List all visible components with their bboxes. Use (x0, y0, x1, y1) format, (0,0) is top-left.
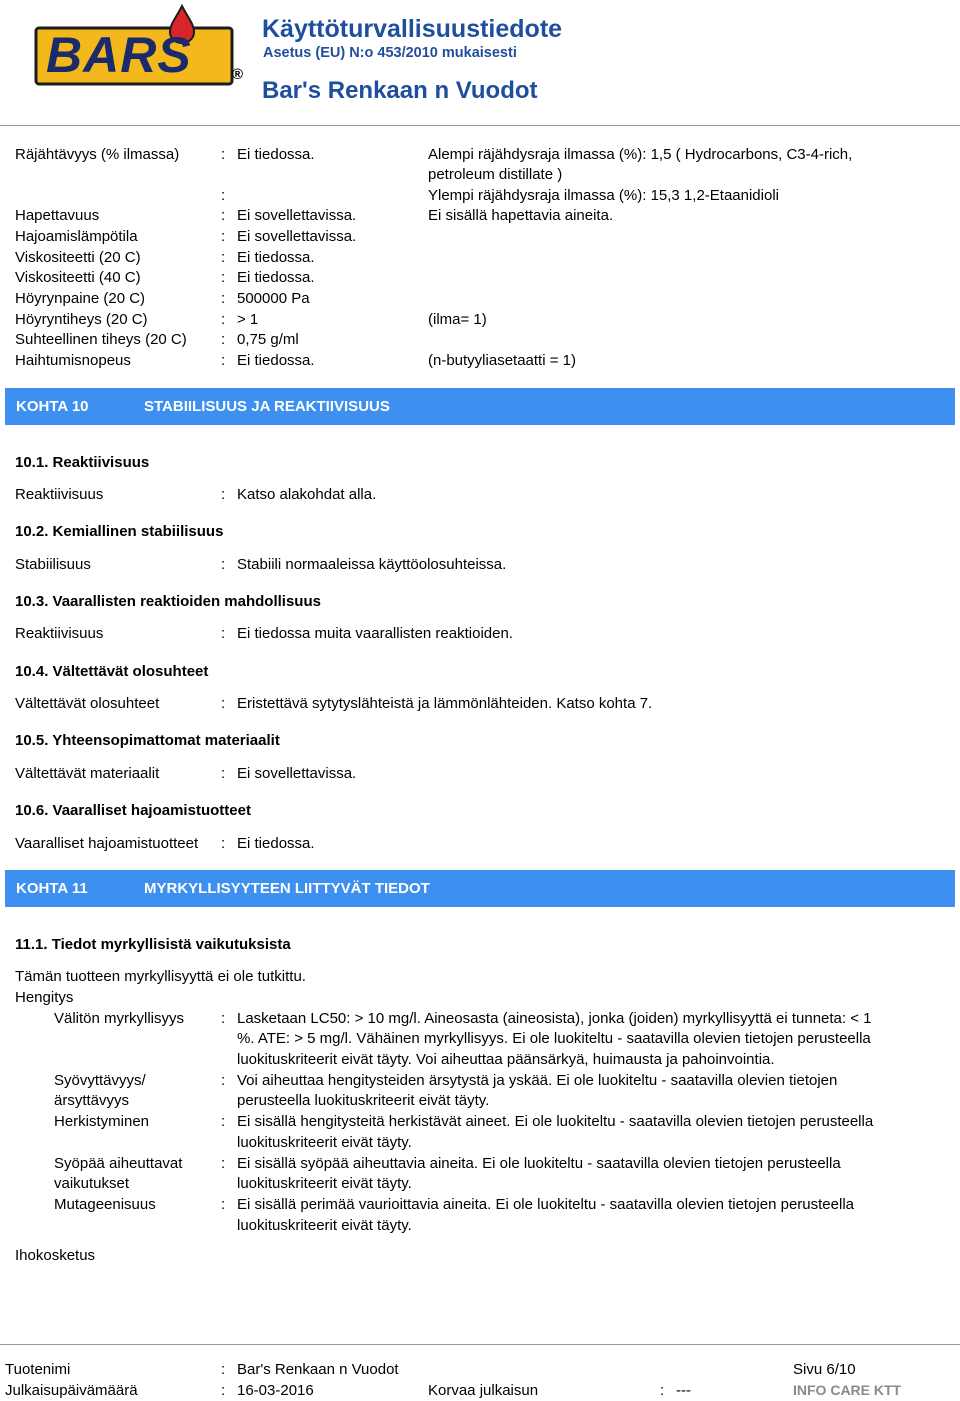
field-colon: : (221, 486, 226, 503)
prop-colon: : (221, 311, 226, 328)
field-label: Stabiilisuus (15, 556, 91, 573)
field-label: Reaktiivisuus (15, 625, 104, 642)
section-11-header (5, 870, 955, 907)
prop-colon: : (221, 187, 226, 204)
section-number: KOHTA 10 (16, 398, 89, 415)
field-colon: : (221, 695, 226, 712)
prop-label: Hajoamislämpötila (15, 228, 138, 245)
group-heading: Ihokosketus (15, 1247, 96, 1264)
prop-label: Haihtumisnopeus (15, 352, 131, 369)
page-number: Sivu 6/10 (793, 1361, 856, 1378)
field-value: Ei sovellettavissa. (237, 765, 357, 782)
field-value: Eristettävä sytytyslähteistä ja lämmönlähteiden. Katso kohta 7. (237, 695, 653, 712)
tox-value: luokituskriteerit eivät täyty. Voi aiheuttaa päänsärkyä, huimausta ja pahoinvointia. (237, 1051, 775, 1068)
prop-colon: : (221, 352, 226, 369)
prop-value: Ei tiedossa. (237, 352, 315, 369)
header-divider (0, 125, 960, 126)
section-title: STABIILISUUS JA REAKTIIVISUUS (144, 398, 390, 415)
prop-value: Ei sovellettavissa. (237, 228, 357, 245)
tox-value: Voi aiheuttaa hengitysteiden ärsytystä ja yskää. Ei ole luokiteltu - saatavilla olevien tietojen (237, 1072, 838, 1089)
tox-colon: : (221, 1072, 226, 1089)
prop-colon: : (221, 228, 226, 245)
prop-note: (ilma= 1) (428, 311, 487, 328)
footer-divider (0, 1344, 960, 1345)
field-value: Ei tiedossa. (237, 835, 315, 852)
field-label: Vaaralliset hajoamistuotteet (15, 835, 199, 852)
prop-colon: : (221, 331, 226, 348)
subsection-heading: 10.3. Vaarallisten reaktioiden mahdollisuus (15, 593, 321, 610)
prop-label: Höyryntiheys (20 C) (15, 311, 148, 328)
section-number: KOHTA 11 (16, 880, 88, 897)
prop-label: Räjähtävyys (% ilmassa) (15, 146, 180, 163)
regulation-subtitle: Asetus (EU) N:o 453/2010 mukaisesti (263, 45, 517, 61)
logo-text: BARS (46, 27, 192, 83)
prop-value: 500000 Pa (237, 290, 310, 307)
subsection-heading: 10.2. Kemiallinen stabiilisuus (15, 523, 224, 540)
prop-colon: : (221, 290, 226, 307)
footer-colon: : (221, 1361, 226, 1378)
field-colon: : (221, 556, 226, 573)
registered-mark: ® (232, 66, 244, 83)
field-value: Katso alakohdat alla. (237, 486, 377, 503)
prop-value: 0,75 g/ml (237, 331, 299, 348)
field-colon: : (221, 625, 226, 642)
tox-value: luokituskriteerit eivät täyty. (237, 1217, 412, 1234)
prop-note: Alempi räjähdysraja ilmassa (%): 1,5 ( Hydrocarbons, C3-4-rich, (428, 146, 853, 163)
footer-replaces-value: --- (676, 1382, 691, 1399)
tox-colon: : (221, 1010, 226, 1027)
prop-colon: : (221, 249, 226, 266)
prop-colon: : (221, 146, 226, 163)
prop-value: Ei sovellettavissa. (237, 207, 357, 224)
footer-product-label: Tuotenimi (5, 1361, 71, 1378)
footer-brand: INFO CARE KTT (793, 1382, 902, 1398)
group-heading: Hengitys (15, 989, 74, 1006)
product-name-header: Bar's Renkaan n Vuodot (262, 77, 538, 104)
subsection-heading: 10.5. Yhteensopimattomat materiaalit (15, 732, 280, 749)
field-label: Reaktiivisuus (15, 486, 104, 503)
subsection-heading: 11.1. Tiedot myrkyllisistä vaikutuksista (15, 936, 291, 953)
prop-note: Ei sisällä hapettavia aineita. (428, 207, 614, 224)
tox-value: Ei sisällä syöpää aiheuttavia aineita. Ei ole luokiteltu - saatavilla olevien tietojen perusteella (237, 1155, 841, 1172)
prop-value: Ei tiedossa. (237, 146, 315, 163)
subsection-heading: 10.4. Vältettävät olosuhteet (15, 663, 209, 680)
tox-value: Ei sisällä perimää vaurioittavia aineita. Ei ole luokiteltu - saatavilla olevien tietojen perusteella (237, 1196, 854, 1213)
subsection-heading: 10.6. Vaaralliset hajoamistuotteet (15, 802, 251, 819)
tox-label: Syövyttävyys/ (54, 1072, 146, 1089)
footer-date-label: Julkaisupäivämäärä (5, 1382, 138, 1399)
tox-colon: : (221, 1113, 226, 1130)
footer-colon: : (221, 1382, 226, 1399)
intro-text: Tämän tuotteen myrkyllisyyttä ei ole tutkittu. (15, 968, 306, 985)
field-label: Vältettävät materiaalit (15, 765, 160, 782)
tox-value: %. ATE: > 5 mg/l. Vähäinen myrkyllisyys. Ei ole luokiteltu - saatavilla olevien tietojen perusteella (237, 1030, 871, 1047)
section-10-header (5, 388, 955, 425)
document-title: Käyttöturvallisuustiedote (262, 15, 563, 43)
prop-label: Hapettavuus (15, 207, 100, 224)
field-colon: : (221, 765, 226, 782)
prop-note: Ylempi räjähdysraja ilmassa (%): 15,3 1,2-Etaanidioli (428, 187, 779, 204)
prop-label: Höyrynpaine (20 C) (15, 290, 146, 307)
prop-value: Ei tiedossa. (237, 269, 315, 286)
tox-value: Lasketaan LC50: > 10 mg/l. Aineosasta (aineosista), jonka (joiden) myrkyllisyyttä ei tunneta: < 1 (237, 1010, 872, 1027)
field-colon: : (221, 835, 226, 852)
tox-label: Välitön myrkyllisyys (54, 1010, 185, 1027)
prop-value: Ei tiedossa. (237, 249, 315, 266)
footer-product-value: Bar's Renkaan n Vuodot (237, 1361, 399, 1378)
tox-label: Herkistyminen (54, 1113, 150, 1130)
field-value: Ei tiedossa muita vaarallisten reaktioiden. (237, 625, 513, 642)
tox-value: perusteella luokituskriteerit eivät täyty. (237, 1092, 490, 1109)
tox-label: Syöpää aiheuttavat (54, 1155, 183, 1172)
tox-value: luokituskriteerit eivät täyty. (237, 1134, 412, 1151)
prop-note: petroleum distillate ) (428, 166, 563, 183)
footer-colon: : (660, 1382, 665, 1399)
footer-replaces-label: Korvaa julkaisun (428, 1382, 539, 1399)
field-value: Stabiili normaaleissa käyttöolosuhteissa. (237, 556, 507, 573)
tox-label: ärsyttävyys (54, 1092, 130, 1109)
tox-colon: : (221, 1196, 226, 1213)
tox-label: Mutageenisuus (54, 1196, 156, 1213)
section-title: MYRKYLLISYYTEEN LIITTYVÄT TIEDOT (144, 880, 430, 897)
prop-label: Viskositeetti (40 C) (15, 269, 141, 286)
prop-label: Viskositeetti (20 C) (15, 249, 141, 266)
tox-colon: : (221, 1155, 226, 1172)
prop-value: > 1 (237, 311, 259, 328)
prop-colon: : (221, 269, 226, 286)
prop-note: (n-butyyliasetaatti = 1) (428, 352, 576, 369)
tox-value: Ei sisällä hengitysteitä herkistävät aineet. Ei ole luokiteltu - saatavilla olevien tietojen perusteella (237, 1113, 874, 1130)
prop-label: Suhteellinen tiheys (20 C) (15, 331, 187, 348)
tox-value: luokituskriteerit eivät täyty. (237, 1175, 412, 1192)
prop-colon: : (221, 207, 226, 224)
field-label: Vältettävät olosuhteet (15, 695, 160, 712)
tox-label: vaikutukset (54, 1175, 130, 1192)
subsection-heading: 10.1. Reaktiivisuus (15, 454, 150, 471)
footer-date-value: 16-03-2016 (237, 1382, 314, 1399)
